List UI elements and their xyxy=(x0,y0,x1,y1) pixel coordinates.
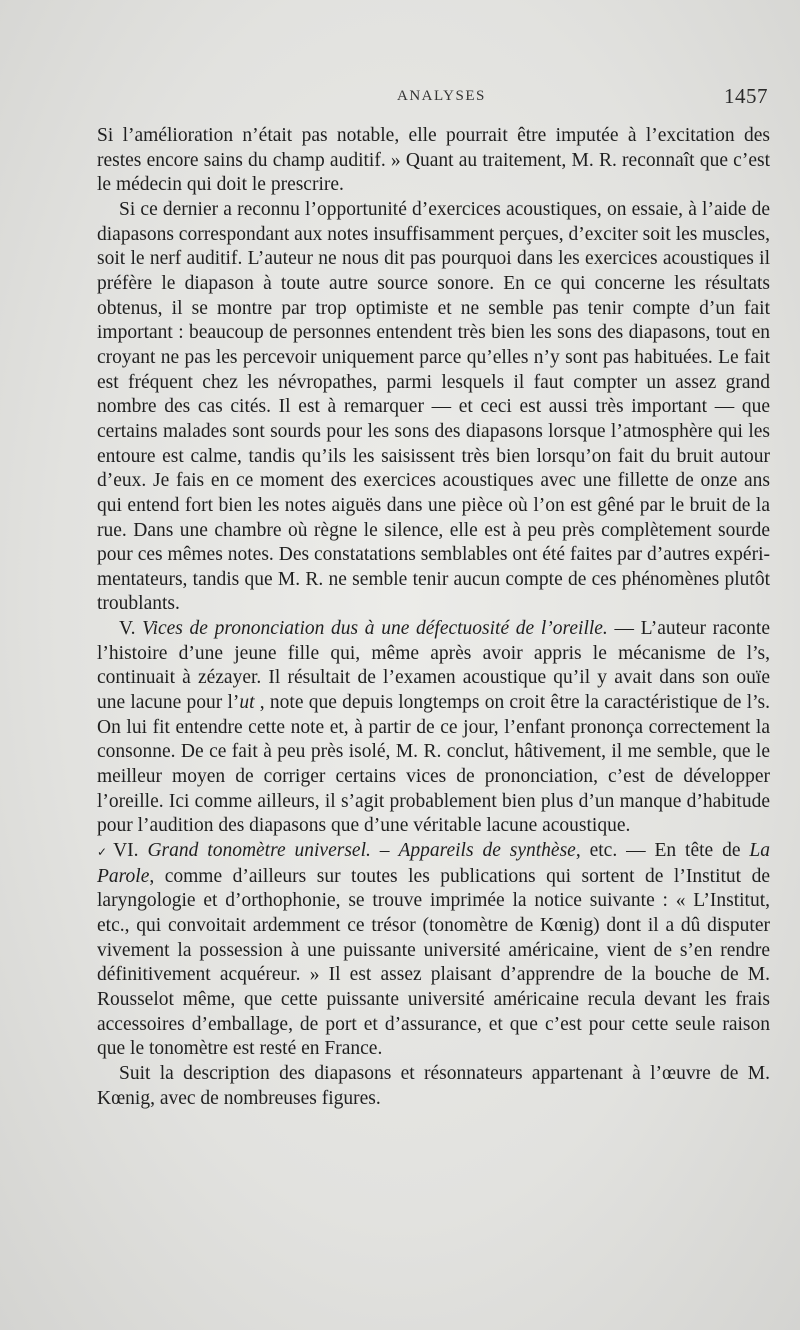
paragraph-text: — L’auteur raconte l’histoire d’une jeune fille qui, même après avoir appris le mécanisme de l’s, continuait à zézayer. Il résultait de l’examen acoustique qu’il y avait dans son ouïe une lacune pour l’ xyxy=(97,618,770,714)
paragraph-text: , etc. — En tête de xyxy=(575,840,750,862)
section-title-2: Appareils de synthèse xyxy=(398,840,576,862)
paragraph-5: Suit la description des diapasons et résonnateurs appartenant à l’œuvre de M. Kœnig, avec de nombreuses figures. xyxy=(97,1062,770,1109)
separator: – xyxy=(370,840,399,862)
paragraph-1: Si l’amélioration n’était pas notable, elle pourrait être imputée à l’excitation des restes encore sains du champ auditif. » Quant au traitement, M. R. reconnaît que c’est le médecin qui doit le prescrire. xyxy=(97,125,770,196)
section-number: VI. xyxy=(113,840,148,862)
article-body xyxy=(97,124,770,1111)
paragraph-text: , comme d’ailleurs sur toutes les publications qui sortent de l’Institut de laryngologie et d’orthophonie, se trouve imprimée la notice suivante : « L’Institut, etc., qui convoitait ardemment ce trésor (tonomètre de Kœnig) dont il a dû disputer vivement la possession à une puissante université américaine, vient de s’en rendre définitivement acquéreur. » Il est assez plaisant d’apprendre de la bouche de M. Rousselot même, que cette puissante université américaine recula devant les frais accessoires d’emballage, de port et d’assurance, et que c’est pour cette seule raison que le tonomètre est resté en France. xyxy=(97,865,770,1060)
margin-mark: ✓ xyxy=(97,845,112,860)
section-title: Vices de prononciation dus à une défectuosité de l’oreille. xyxy=(142,618,608,640)
running-head: ANALYSES xyxy=(397,88,486,104)
page-number: 1457 xyxy=(724,84,768,108)
section-number: V. xyxy=(119,618,143,640)
note-name: ut xyxy=(239,692,255,714)
journal-title: La Parole xyxy=(97,840,771,887)
paragraph-3-section-v xyxy=(97,617,770,839)
section-title: Grand tonomètre universel. xyxy=(147,840,371,862)
paragraph-4-section-vi xyxy=(97,839,770,1062)
paragraph-text: , note que depuis longtemps on croit être la caractéristique de l’s. On lui fit entendre cette note et, à partir de ce jour, l’enfant prononça correctement la consonne. De ce fait à peu près isolé, M. R. conclut, hâtivement, il me semble, que le meilleur moyen de corriger certains vices de prononciation, c’est de développer l’oreille. Ici comme ailleurs, il s’agit probablement bien plus d’un manque d’habitude pour l’audition des diapasons que d’une véritable lacune acoustique. xyxy=(97,692,770,837)
page-header xyxy=(100,84,768,116)
paragraph-2: Si ce dernier a reconnu l’opportunité d’exercices acoustiques, on essaie, à l’aide de diapasons correspondant aux notes insuffisamment perçues, d’exciter soit les muscles, soit le nerf auditif. L’auteur ne nous dit pas pourquoi dans les exercices acoustiques il préfère le diapason à toute autre source sonore. En ce qui concerne les résultats obtenus, il se montre par trop optimiste et ne semble pas tenir compte d’un fait important : beaucoup de personnes entendent très bien les sons des diapasons, tout en croyant ne pas les percevoir uniquement parce qu’elles n’y sont pas habituées. Le fait est fréquent chez les névropathes, parmi lesquels il faut compter un assez grand nombre des cas cités. Il est à remarquer — et ceci est aussi très important — que certains malades sont sourds pour les sons des diapasons lorsque l’atmosphère qui les entoure est calme, tandis qu’ils les saisissent très bien lorsqu’on fait du bruit autour d’eux. Je fais en ce moment des exercices acoustiques avec une fillette de onze ans qui entend fort bien les notes aiguës dans une pièce où l’on est gêné par le bruit de la rue. Dans une chambre où règne le silence, elle est à peu près complètement sourde pour ces mêmes notes. Des constatations semblables ont été faites par d’autres expérimentateurs, tandis que M. R. ne semble tenir aucun compte de ces phénomènes plutôt troublants. xyxy=(97,198,770,615)
